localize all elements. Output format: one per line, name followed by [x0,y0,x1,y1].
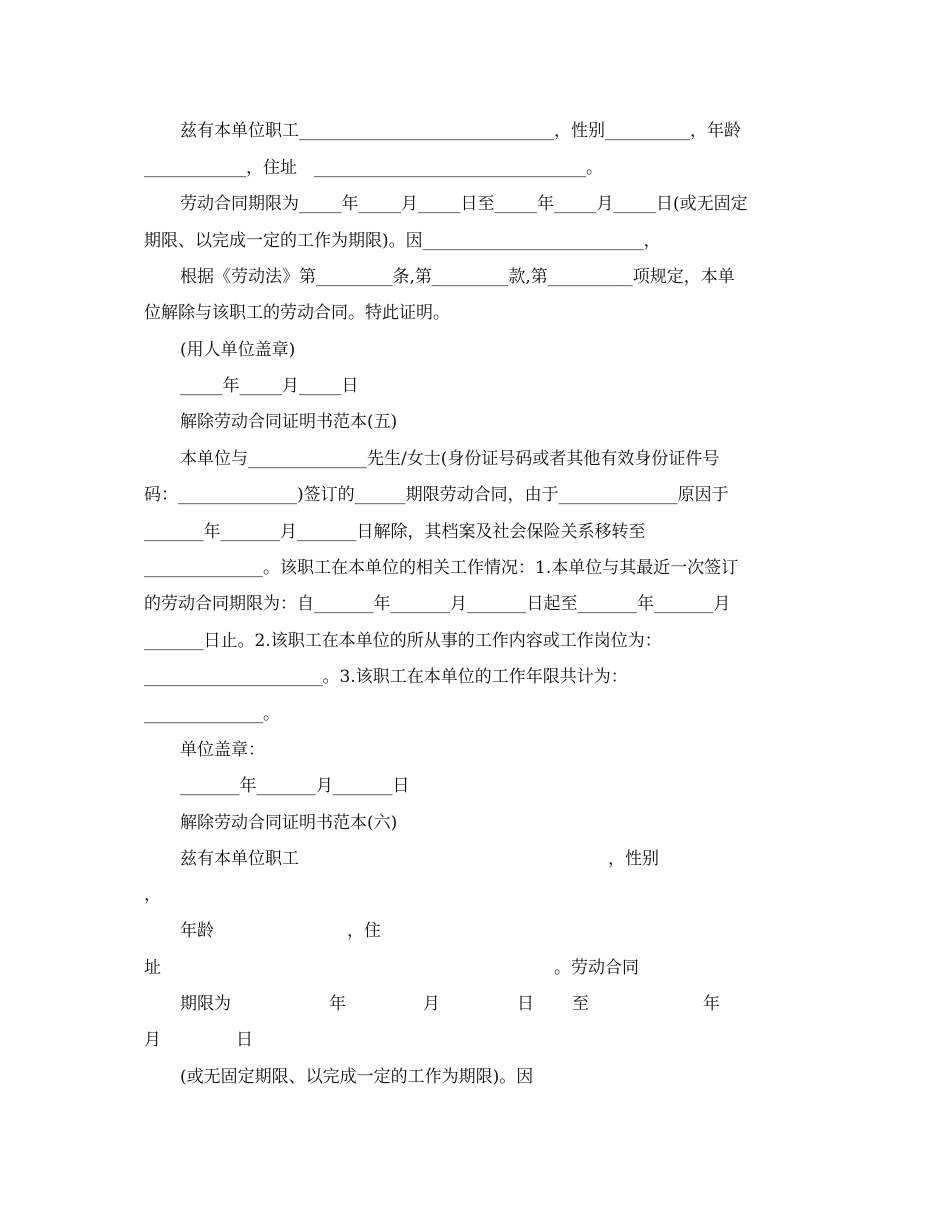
text-line: _______日止。2.该职工在本单位的所从事的工作内容或工作岗位为： [144,631,662,651]
text-fragment: 月 [423,994,440,1014]
text-line: 期限、以完成一定的工作为期限)。因__________________________， [144,231,661,251]
text-line: 位解除与该职工的劳动合同。特此证明。 [144,303,450,323]
text-line: ______________。该职工在本单位的相关工作情况：1.本单位与其最近一次签订 [144,558,739,578]
text-fragment: ， [144,885,161,905]
text-line: ______________。 [144,704,280,724]
text-fragment: 年 [703,994,720,1014]
text-fragment: 期限为 [180,994,231,1014]
section-heading: 解除劳动合同证明书范本(六) [180,813,398,833]
text-line: _____年_____月_____日 [180,376,359,396]
text-fragment: 。劳动合同 [554,958,639,978]
text-fragment: 兹有本单位职工 [180,849,299,869]
text-line: 单位盖章： [180,740,265,760]
text-line: 的劳动合同期限为：自_______年_______月_______日起至_______年_______月 [144,594,731,614]
text-line: (或无固定期限、以完成一定的工作为期限)。因 [180,1067,534,1087]
text-fragment: 年龄 [180,921,214,941]
text-fragment: ，性别 [608,849,659,869]
text-line: _______年_______月_______日 [180,776,410,796]
text-line: 根据《劳动法》第_________条,第_________款,第__________项规定，本单 [180,267,735,287]
text-fragment: 至 [572,994,589,1014]
text-fragment: 日 [236,1030,253,1050]
text-line: (用人单位盖章) [180,340,296,360]
text-fragment: 址 [144,958,161,978]
section-heading: 解除劳动合同证明书范本(五) [180,412,398,432]
text-line: _______年_______月_______日解除，其档案及社会保险关系移转至 [144,522,646,542]
text-fragment: ，住 [347,921,381,941]
text-fragment: 月 [144,1030,161,1050]
text-line: 兹有本单位职工______________________________，性别__________，年龄 [180,121,741,141]
text-line: 劳动合同期限为_____年_____月_____日至_____年_____月_____日(或无固定 [180,194,748,214]
text-line: _____________________。3.该职工在本单位的工作年限共计为： [144,667,628,687]
text-line: ____________，住址 ________________________________。 [144,158,603,178]
text-line: 本单位与______________先生/女士(身份证号码或者其他有效身份证件号 [180,449,720,469]
text-fragment: 年 [329,994,346,1014]
text-line: 码：______________)签订的______期限劳动合同，由于______________原因于 [144,485,729,505]
text-fragment: 日 [517,994,534,1014]
